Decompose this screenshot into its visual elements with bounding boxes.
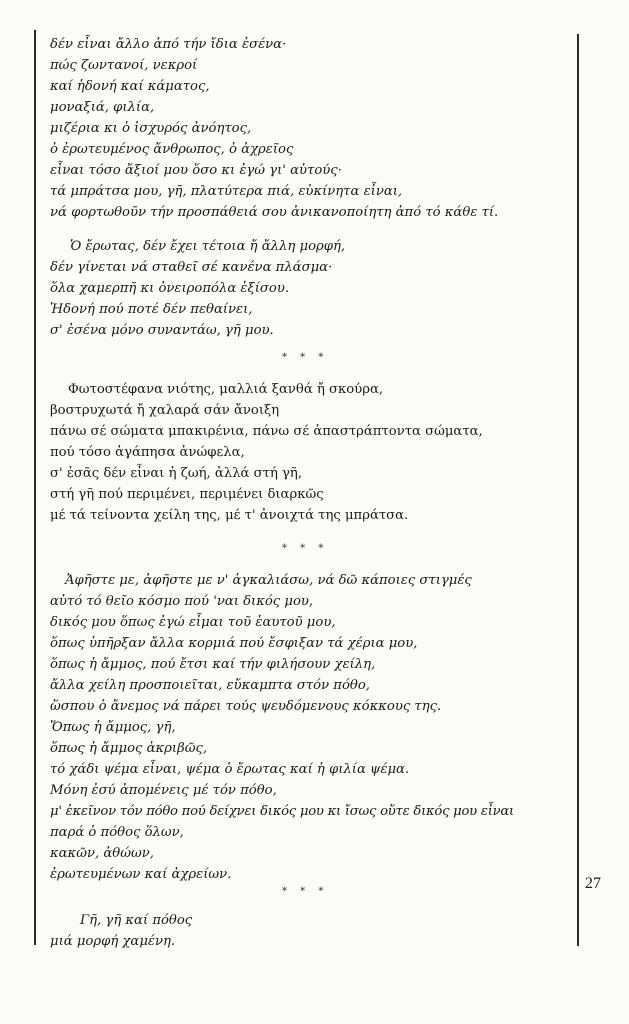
poem-line: μιζέρια κι ὁ ἰσχυρός ἀνόητος, xyxy=(50,121,252,136)
poem-line: κακῶν, ἀθώων, xyxy=(50,846,154,861)
poem-line: σ' ἐσένα μόνο συναντάω, γῆ μου. xyxy=(50,323,274,338)
poem-line: βοστρυχωτά ἤ χαλαρά σάν ἄνοιξη xyxy=(50,403,280,418)
left-margin-rule xyxy=(34,30,36,945)
section-separator: * * * xyxy=(282,352,329,363)
poem-line: ὅπως ἡ ἄμμος, πού ἔτσι καί τήν φιλήσουν χείλη, xyxy=(50,657,376,672)
poem-line: Ἡδονή πού ποτέ δέν πεθαίνει, xyxy=(50,302,253,317)
poem-line: ὁ ἐρωτευμένος ἄνθρωπος, ὁ ἀχρεῖος xyxy=(50,142,294,157)
poem-line: στή γῆ πού περιμένει, περιμένει διαρκῶς xyxy=(50,487,324,502)
poem-line: Φωτοστέφανα νιότης, μαλλιά ξανθά ἤ σκούρα, xyxy=(68,382,384,397)
poem-line: δικός μου ὅπως ἐγώ εἶμαι τοῦ ἑαυτοῦ μου, xyxy=(50,615,336,630)
poem-line: νά φορτωθοῦν τήν προσπάθειά σου ἀνικανοποίητη ἀπό τό κάθε τί. xyxy=(50,205,499,220)
poem-line: Ἀφῆστε με, ἀφῆστε με ν' ἀγκαλιάσω, νά δῶ κάποιες στιγμές xyxy=(65,573,472,588)
poem-line: πάνω σέ σώματα μπακιρένια, πάνω σέ ἀπαστράπτοντα σώματα, xyxy=(50,424,483,439)
poem-line: ὅλα χαμερπῆ κι ὀνειροπόλα ἐξίσου. xyxy=(50,281,290,296)
poem-line: μοναξιά, φιλία, xyxy=(50,100,155,115)
poem-line: Ὅπως ἡ ἄμμος, γῆ, xyxy=(50,720,176,735)
poem-line: ὥσπου ὁ ἄνεμος νά πάρει τούς ψευδόμενους κόκκους της. xyxy=(50,699,442,714)
poem-line: μ' ἐκεῖνον τόν πόθο πού δείχνει δικός μου κι ἴσως οὔτε δικός μου εἶναι xyxy=(50,804,514,819)
poem-text xyxy=(50,0,575,1024)
poem-line: Μόνη ἐσύ ἀπομένεις μέ τόν πόθο, xyxy=(50,783,277,798)
poem-line: πώς ζωντανοί, νεκροί xyxy=(50,58,198,73)
poem-line: ἐρωτευμένων καί ἀχρείων. xyxy=(50,867,232,882)
poem-line: καί ἡδονή καί κάματος, xyxy=(50,79,210,94)
section-separator: * * * xyxy=(282,886,329,897)
poem-line: ὅπως ὑπῆρξαν ἄλλα κορμιά πού ἔσφιξαν τά χέρια μου, xyxy=(50,636,418,651)
poem-line: πού τόσο ἀγάπησα ἀνώφελα, xyxy=(50,445,245,460)
poem-line: εἶναι τόσο ἄξιοί μου ὅσο κι ἐγώ γι' αὐτούς· xyxy=(50,163,342,178)
poem-line: τό χάδι ψέμα εἶναι, ψέμα ὁ ἔρωτας καί ἡ φιλία ψέμα. xyxy=(50,762,410,777)
poem-line: παρά ὁ πόθος ὅλων, xyxy=(50,825,184,840)
poem-line: Γῆ, γῆ καί πόθος xyxy=(80,913,193,928)
poem-line: αὐτό τό θεῖο κόσμο πού 'ναι δικός μου, xyxy=(50,594,314,609)
poem-line: ὅπως ἡ ἄμμος ἀκριβῶς, xyxy=(50,741,208,756)
poem-line: τά μπράτσα μου, γῆ, πλατύτερα πιά, εὐκίνητα εἶναι, xyxy=(50,184,403,199)
poem-line: Ὁ ἔρωτας, δέν ἔχει τέτοια ἤ ἄλλη μορφή, xyxy=(70,239,346,254)
poem-line: μιά μορφή χαμένη. xyxy=(50,934,176,949)
poem-line: μέ τά τείνοντα χείλη της, μέ τ' ἀνοιχτά της μπράτσα. xyxy=(50,508,409,523)
poem-line: δέν γίνεται νά σταθεῖ σέ κανένα πλάσμα· xyxy=(50,260,333,275)
page-number: 27 xyxy=(585,875,601,892)
poem-line: σ' ἐσᾶς δέν εἶναι ἡ ζωή, ἀλλά στή γῆ, xyxy=(50,466,303,481)
section-separator: * * * xyxy=(282,543,329,554)
poem-line: ἄλλα χείλη προσποιεῖται, εὔκαμπτα στόν πόθο, xyxy=(50,678,370,693)
poem-line: δέν εἶναι ἄλλο ἀπό τήν ἴδια ἐσένα· xyxy=(50,37,287,52)
right-margin-rule xyxy=(577,34,579,946)
